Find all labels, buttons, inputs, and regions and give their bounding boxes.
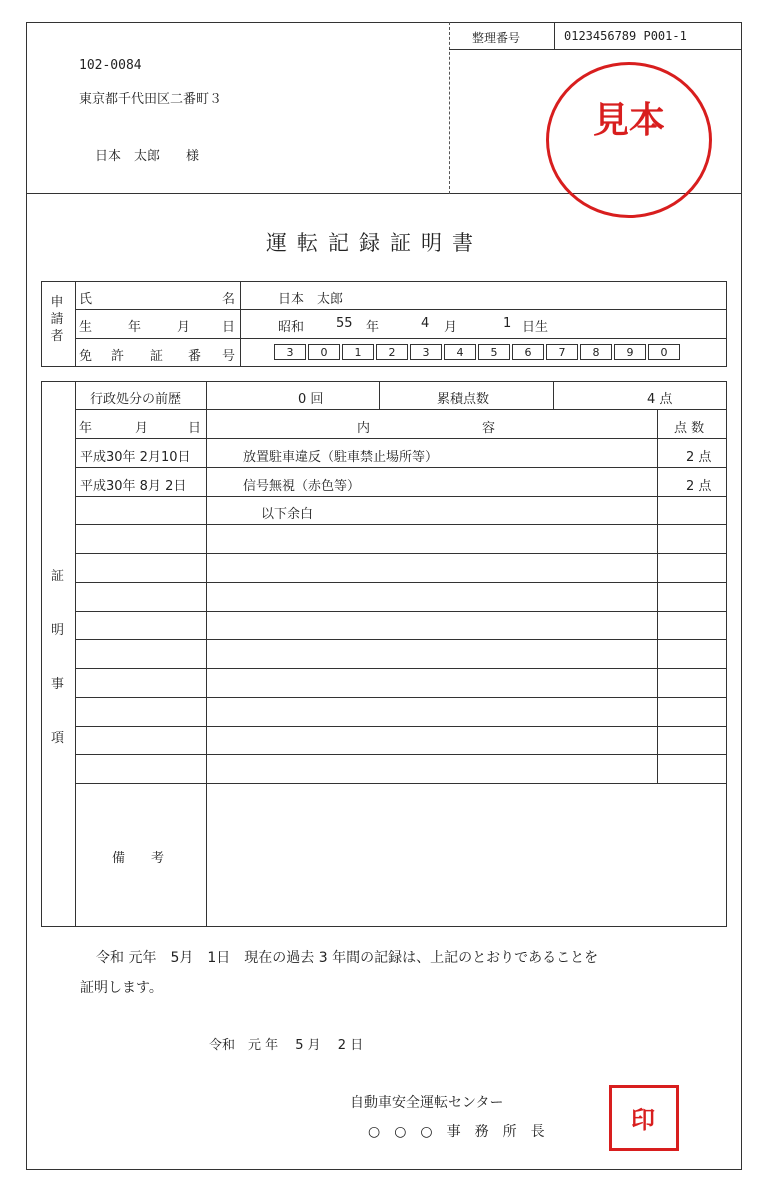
col-date-2: 月 <box>135 421 149 436</box>
birth-month: 4 <box>421 316 430 331</box>
license-digit: 9 <box>614 344 646 360</box>
document-title: 運転記録証明書 <box>266 231 483 255</box>
row-2-points: 2 点 <box>686 479 712 494</box>
license-label-2: 許 <box>111 349 125 364</box>
issuer-office: ○ ○ ○ 事 務 所 長 <box>368 1124 545 1140</box>
birth-day: 1 <box>503 316 512 331</box>
row-divider <box>75 524 727 525</box>
row-1-points: 2 点 <box>686 450 712 465</box>
issuer-organization: 自動車安全運転センター <box>350 1095 504 1111</box>
name-label-2: 名 <box>222 292 236 307</box>
row-2-date: 平成30年 8月 2日 <box>80 479 187 494</box>
row-1-content: 放置駐車違反（駐車禁止場所等） <box>243 450 439 465</box>
statement-line-2: 証明します。 <box>80 980 163 996</box>
sample-stamp-text: 見本 <box>593 99 666 141</box>
license-digit: 6 <box>512 344 544 360</box>
birth-day-unit: 日生 <box>522 320 549 335</box>
col-content-2: 容 <box>482 421 496 436</box>
col-date-3: 日 <box>188 421 202 436</box>
row-3-content: 以下余白 <box>261 507 314 522</box>
applicant-side-label: 申請者 <box>50 295 64 344</box>
cert-side-label-4: 項 <box>51 731 65 746</box>
birth-year-unit: 年 <box>366 320 380 335</box>
admin-history-label: 行政処分の前歴 <box>90 392 182 407</box>
row-divider <box>75 697 727 698</box>
license-digit: 4 <box>444 344 476 360</box>
license-digit: 7 <box>546 344 578 360</box>
license-label-1: 免 <box>79 349 93 364</box>
cert-side-label-1: 証 <box>51 569 65 584</box>
row-divider <box>75 639 727 640</box>
row-2-content: 信号無視（赤色等） <box>243 479 361 494</box>
points-column-divider <box>657 409 658 783</box>
row-divider <box>75 611 727 612</box>
seal-text: 印 <box>631 1105 655 1134</box>
row-divider <box>75 553 727 554</box>
row-divider <box>75 496 727 497</box>
license-label-4: 番 <box>188 349 202 364</box>
license-digit: 0 <box>648 344 680 360</box>
row-1-date: 平成30年 2月10日 <box>80 450 191 465</box>
birth-year: 55 <box>336 316 353 331</box>
license-number-boxes <box>274 344 682 360</box>
birth-era: 昭和 <box>278 320 305 335</box>
license-digit: 5 <box>478 344 510 360</box>
license-label-5: 号 <box>222 349 236 364</box>
license-digit: 3 <box>410 344 442 360</box>
row-divider <box>75 783 727 784</box>
admin-history-value: 0 回 <box>298 392 324 407</box>
ref-number-label: 整理番号 <box>472 31 521 45</box>
row-divider <box>75 754 727 755</box>
statement-line-1: 令和 元年 5月 1日 現在の過去 3 年間の記録は、上記のとおりであることを <box>96 950 599 966</box>
ref-number-value: 0123456789 P001-1 <box>564 29 687 43</box>
row-divider <box>75 726 727 727</box>
cert-side-label-3: 事 <box>51 677 65 692</box>
col-date-1: 年 <box>79 421 93 436</box>
license-digit: 8 <box>580 344 612 360</box>
birth-label-1: 生 <box>79 320 93 335</box>
license-digit: 2 <box>376 344 408 360</box>
row-divider <box>75 582 727 583</box>
address: 東京都千代田区二番町３ <box>79 92 223 107</box>
points-value: 4 点 <box>647 392 673 407</box>
birth-label-2: 年 <box>128 320 142 335</box>
points-label: 累積点数 <box>437 392 490 407</box>
birth-label-4: 日 <box>222 320 236 335</box>
birth-label-3: 月 <box>177 320 191 335</box>
recipient-name: 日本 太郎 様 <box>95 149 200 164</box>
license-digit: 3 <box>274 344 306 360</box>
cert-side-label-2: 明 <box>51 623 65 638</box>
license-digit: 0 <box>308 344 340 360</box>
postal-code: 102-0084 <box>79 58 142 73</box>
col-content-1: 内 <box>357 421 371 436</box>
remarks-label: 備 考 <box>112 851 165 866</box>
applicant-name: 日本 太郎 <box>278 292 344 307</box>
birth-month-unit: 月 <box>444 320 458 335</box>
name-label-1: 氏 <box>79 292 93 307</box>
col-points: 点 数 <box>674 421 705 436</box>
license-digit: 1 <box>342 344 374 360</box>
license-label-3: 証 <box>150 349 164 364</box>
row-divider <box>75 467 727 468</box>
issue-date: 令和 元 年 5 月 2 日 <box>209 1038 364 1053</box>
row-divider <box>75 668 727 669</box>
